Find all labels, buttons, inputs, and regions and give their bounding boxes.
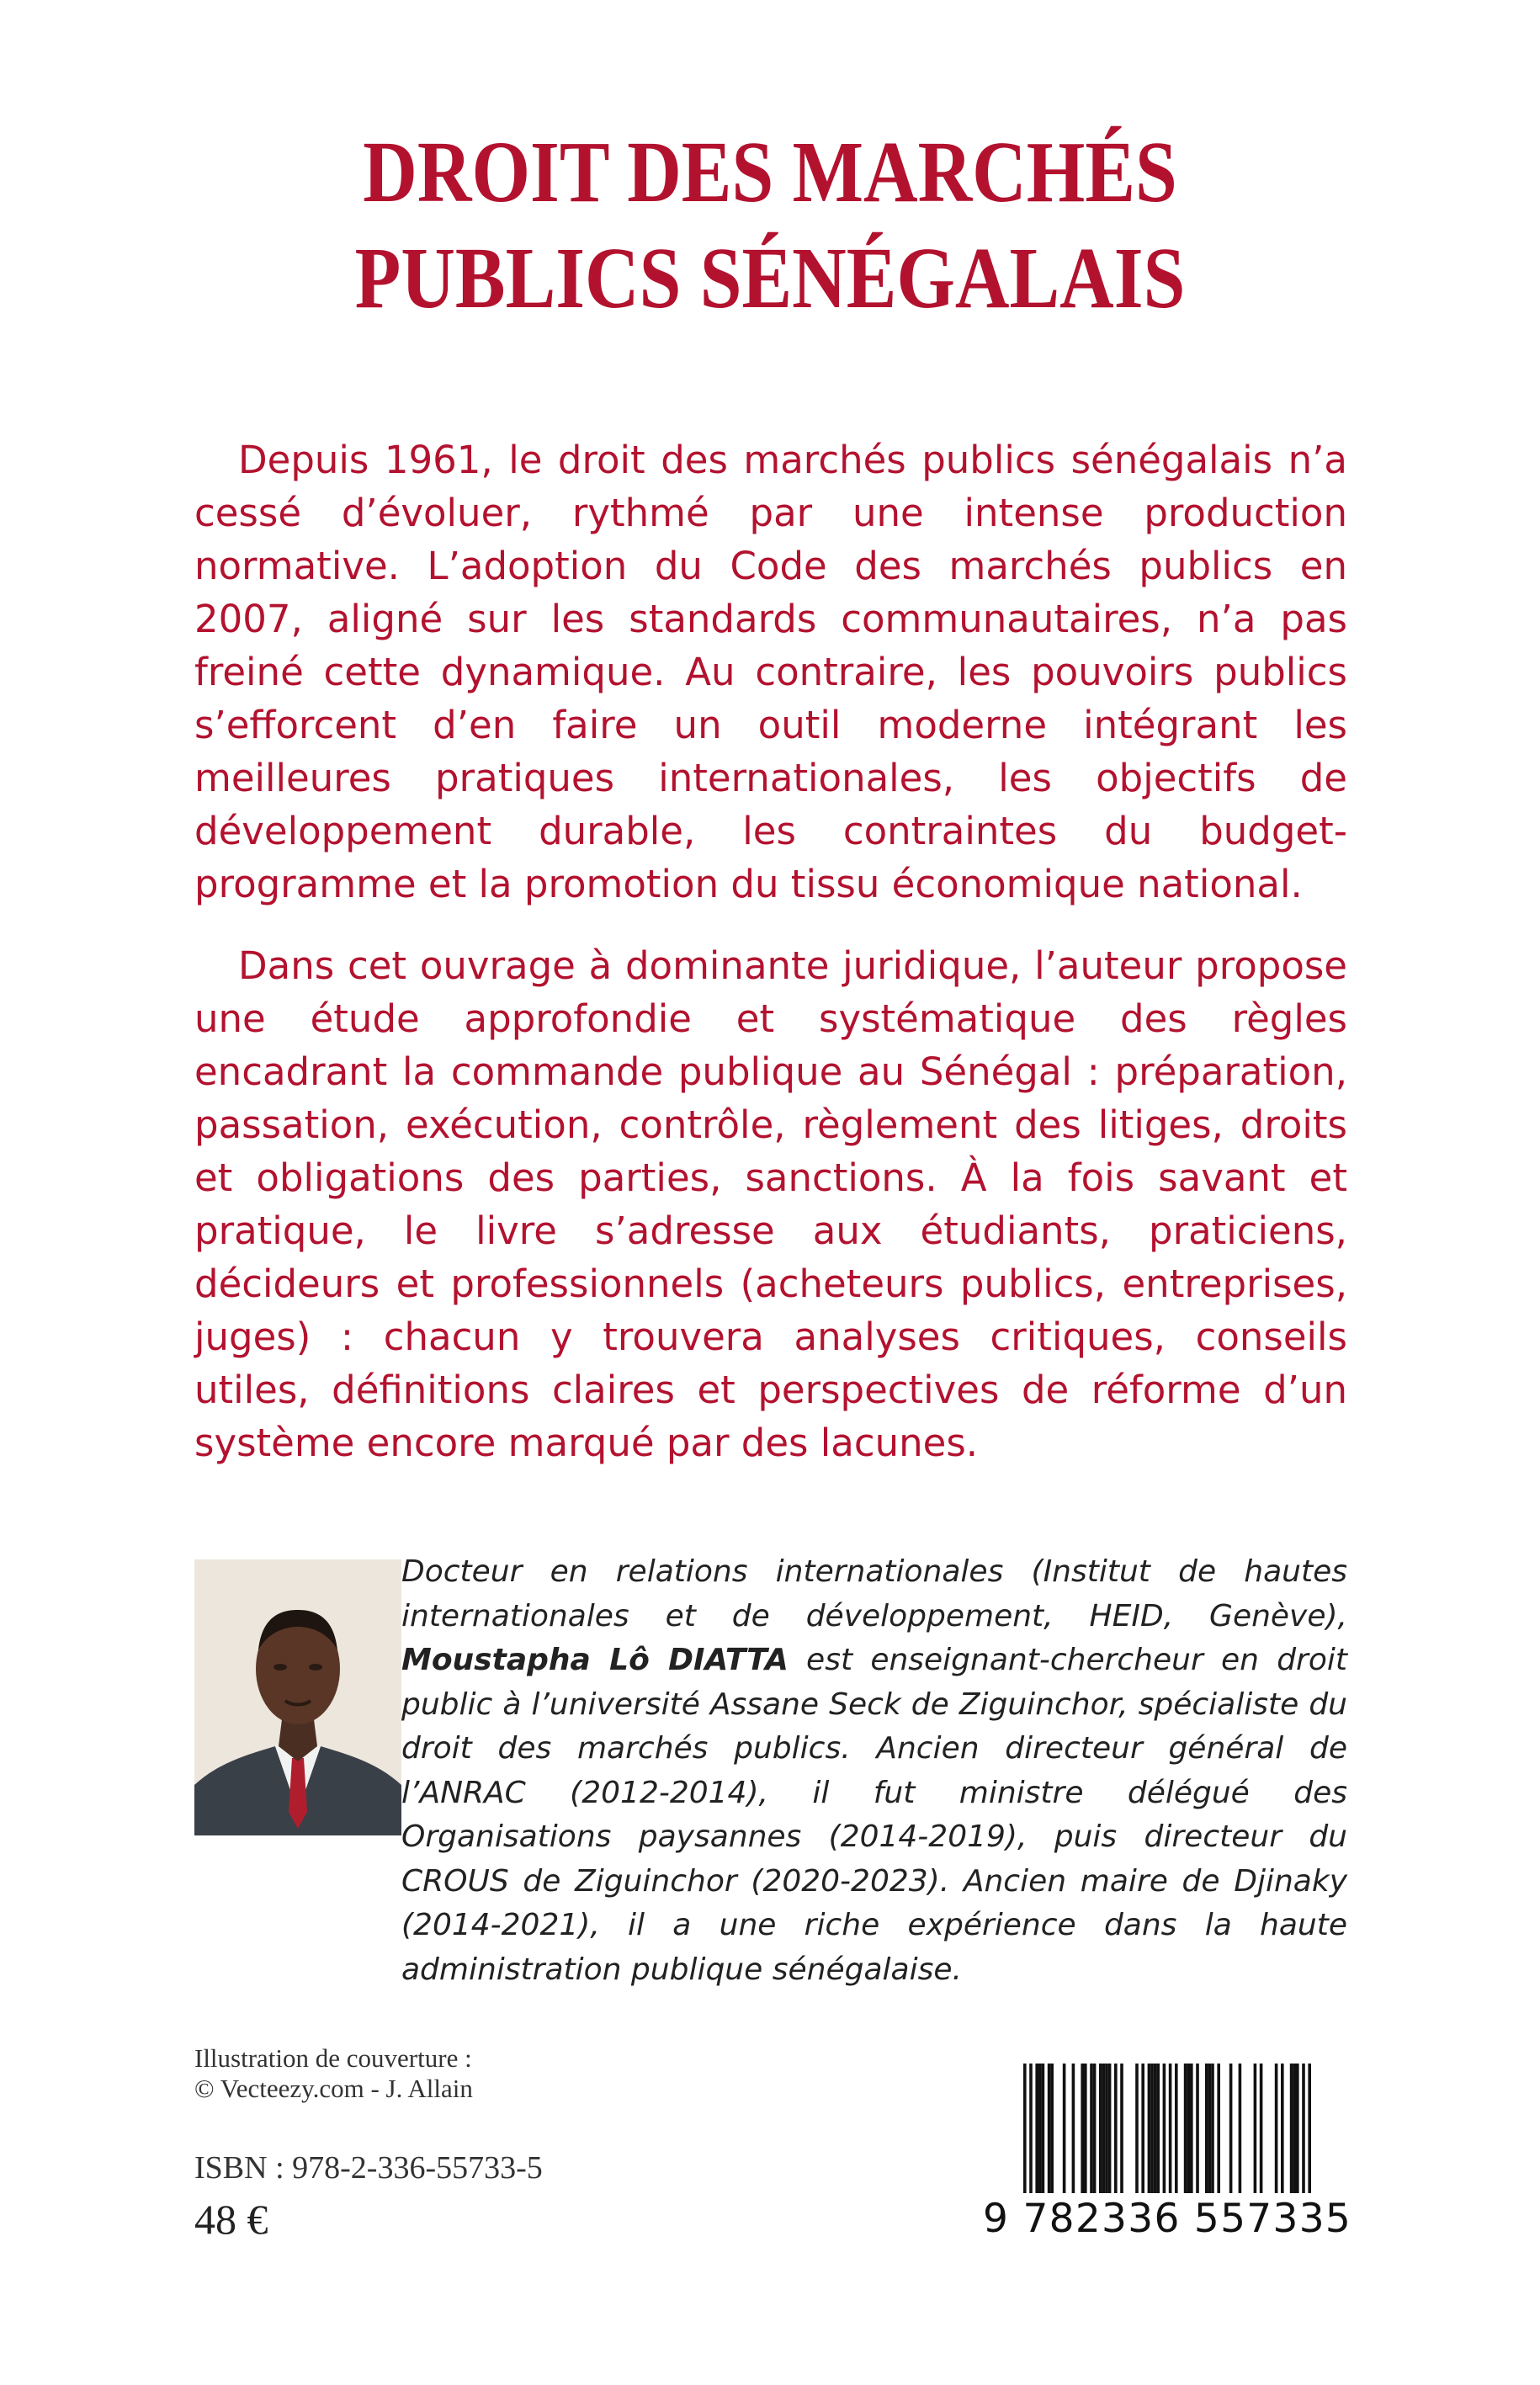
barcode-bar <box>1081 2064 1084 2198</box>
barcode-bar <box>1290 2064 1293 2198</box>
barcode-bar <box>1229 2064 1233 2198</box>
summary-paragraph-2: Dans cet ouvrage à dominante juridique, l’auteur propose une étude approfondie et systématique des règles encadrant la commande publique au Sénégal : préparation, passation, exécution, contrôle, règlement des litiges, droits et obligations des parties, sanctions. À la fois savant et pratique, le livre s’adresse aux étudiants, praticiens, décideurs et professionnels (acheteurs publics, entreprises, juges) : chacun y trouvera analyses critiques, conseils utiles, définitions claires et perspectives de réforme d’un système encore marqué par des lacunes. <box>194 943 1347 1465</box>
barcode-bar <box>1102 2064 1106 2198</box>
author-photo <box>194 1559 401 1835</box>
author-bio-body: est enseignant-chercheur en droit public à l’université Assane Seck de Ziguinchor, spécialiste du droit des marchés publics. Ancien directeur général de l’ANRAC (2012-2014), il fut ministre délégué des Organisations paysannes (2014-2019), puis directeur du CROUS de Ziguinchor (2020-2023). Ancien maire de Djinaky (2014-2021), il a une riche expérience dans la haute administration publique sénégalaise. <box>401 1643 1347 1987</box>
barcode-bar <box>1063 2064 1066 2198</box>
title-line-1: DROIT DES MARCHÉS <box>363 124 1177 220</box>
barcode-bar <box>1108 2064 1112 2198</box>
author-bio-intro: Docteur en relations internationales (Institut de hautes internationales et de développement, HEID, Genève), <box>401 1554 1347 1633</box>
barcode-bar <box>1105 2064 1108 2198</box>
barcode-bar <box>1135 2064 1139 2198</box>
barcode-bar <box>1154 2064 1157 2198</box>
barcode-bar <box>1187 2064 1190 2198</box>
barcode-bar <box>1217 2064 1220 2198</box>
barcode-bar <box>1296 2064 1299 2198</box>
barcode-bar <box>1205 2064 1208 2198</box>
barcode-bar <box>1090 2064 1093 2198</box>
barcode-bar <box>1281 2064 1284 2198</box>
author-bio-paragraph <box>401 1550 1347 1992</box>
barcode-bar <box>1254 2064 1257 2198</box>
barcode-bar <box>1042 2064 1045 2198</box>
barcode-bar <box>1084 2064 1087 2198</box>
barcode-bar <box>1093 2064 1097 2198</box>
barcode-digits: 9 782336 557335 <box>983 2193 1350 2245</box>
barcode-bar <box>1048 2064 1051 2198</box>
price: 48 € <box>194 2196 268 2243</box>
author-bio <box>401 1550 1347 1992</box>
barcode-bar <box>1072 2064 1075 2198</box>
book-summary <box>194 433 1347 1469</box>
barcode-bar <box>1190 2064 1193 2198</box>
barcode-bar <box>1293 2064 1296 2198</box>
author-name: Moustapha Lô DIATTA <box>401 1643 789 1677</box>
barcode-bar <box>1175 2064 1178 2198</box>
barcode-bar <box>1184 2064 1187 2198</box>
barcode-bar <box>1211 2064 1214 2198</box>
barcode-bar <box>1275 2064 1278 2198</box>
barcode-bar <box>1148 2064 1151 2198</box>
credits-line-1: Illustration de couverture : <box>194 2043 472 2073</box>
barcode-bar <box>1035 2064 1038 2198</box>
barcode-bar <box>1099 2064 1102 2198</box>
barcode-bar <box>1050 2064 1054 2198</box>
book-title <box>0 120 1540 332</box>
barcode-bar <box>1114 2064 1118 2198</box>
barcode-bar <box>1120 2064 1123 2198</box>
barcode-bar <box>1141 2064 1144 2198</box>
summary-paragraph-1: Depuis 1961, le droit des marchés publics sénégalais n’a cessé d’évoluer, rythmé par une intense production normative. L’adoption du Code des marchés publics en 2007, aligné sur les standards communautaires, n’a pas freiné cette dynamique. Au contraire, les pouvoirs publics s’efforcent d’en faire un outil moderne intégrant les meilleures pratiques internationales, les objectifs de développement durable, les contraintes du budget-programme et la promotion du tissu économique national. <box>194 438 1347 906</box>
cover-credits <box>194 2043 473 2104</box>
title-line-2: PUBLICS SÉNÉGALAIS <box>354 230 1186 327</box>
isbn: ISBN : 978-2-336-55733-5 <box>194 2150 543 2186</box>
credits-line-2: © Vecteezy.com - J. Allain <box>194 2074 473 2103</box>
barcode-bar <box>1208 2064 1212 2198</box>
barcode-bar <box>1239 2064 1242 2198</box>
barcode-bar <box>1156 2064 1160 2198</box>
barcode-bar <box>1196 2064 1199 2198</box>
barcode-bar <box>1260 2064 1263 2198</box>
barcode-bar <box>1150 2064 1154 2198</box>
barcode-bar <box>1038 2064 1042 2198</box>
author-portrait-icon <box>194 1559 401 1835</box>
